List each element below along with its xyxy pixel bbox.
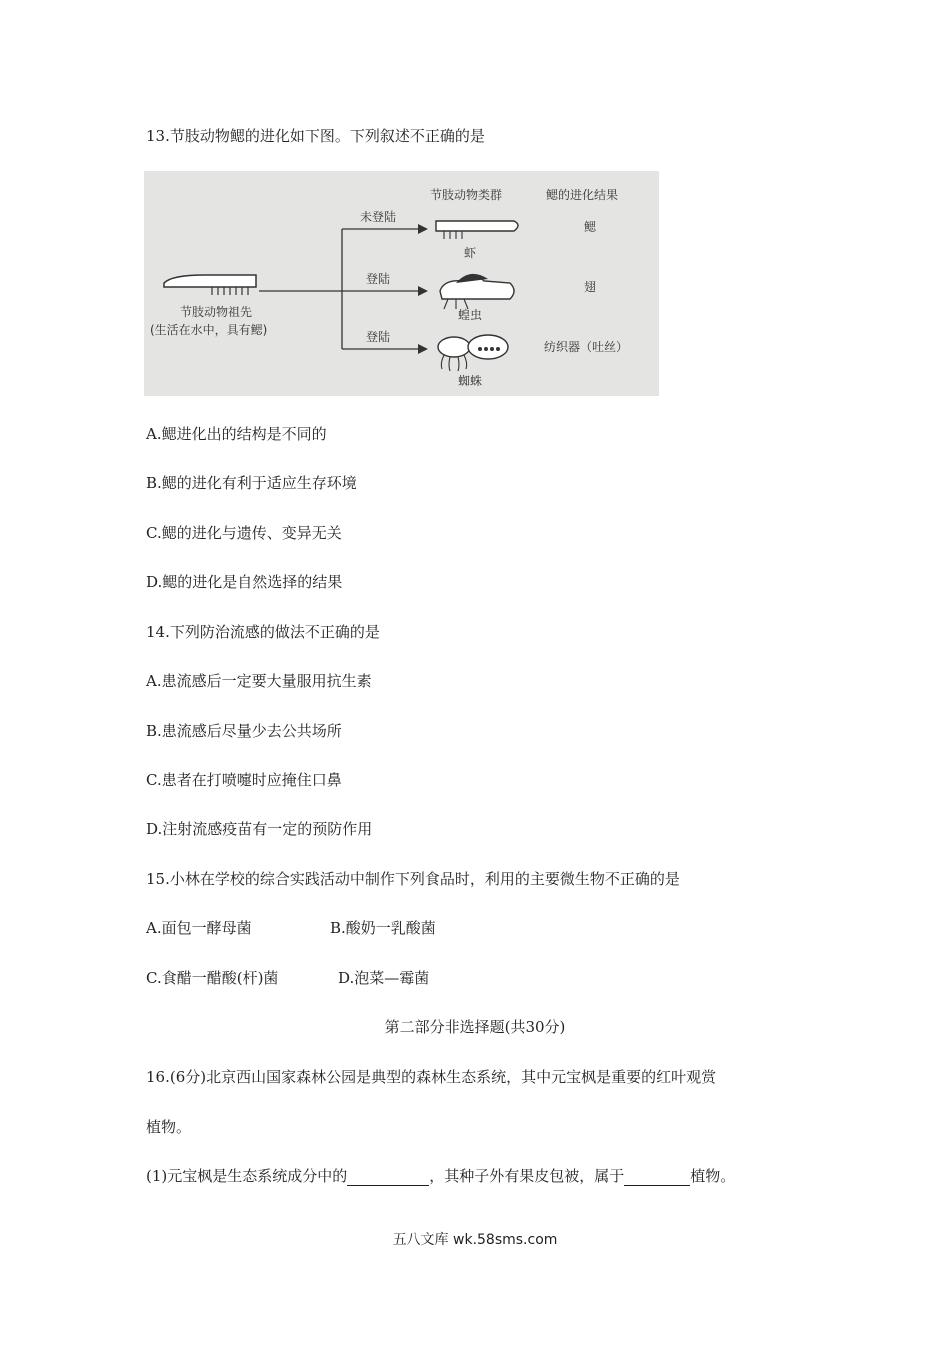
route-label-3: 登陆 bbox=[366, 330, 391, 344]
q16-sub1 bbox=[146, 1166, 735, 1186]
q15-option-c: C.食醋一醋酸(杆)菌 bbox=[146, 969, 279, 987]
q15-option-b: B.酸奶一乳酸菌 bbox=[330, 919, 436, 937]
result-gill: 鳃 bbox=[584, 220, 597, 234]
q15-stem: 15.小林在学校的综合实践活动中制作下列食品时，利用的主要微生物不正确的是 bbox=[146, 870, 680, 888]
spider-icon bbox=[438, 335, 508, 371]
q16-sub1-part-b: ，其种子外有果皮包被，属于 bbox=[429, 1167, 625, 1185]
evolution-figure bbox=[144, 171, 659, 396]
ancestor-icon bbox=[164, 275, 256, 295]
q16-sub1-part-a: (1)元宝枫是生态系统成分中的 bbox=[146, 1167, 348, 1185]
q16-sub1-part-c: 植物。 bbox=[690, 1167, 736, 1185]
locust-icon bbox=[440, 274, 514, 309]
spider-label: 蜘蛛 bbox=[458, 374, 483, 388]
col-header-group: 节肢动物类群 bbox=[430, 188, 503, 202]
ancestor-habitat-label: (生活在水中，具有鳃) bbox=[150, 323, 268, 337]
q14-stem: 14.下列防治流感的做法不正确的是 bbox=[146, 623, 380, 641]
q13-option-c: C.鳃的进化与遗传、变异无关 bbox=[146, 524, 342, 542]
result-wing: 翅 bbox=[584, 280, 597, 294]
branch-arrows bbox=[418, 224, 428, 354]
q14-option-d: D.注射流感疫苗有一定的预防作用 bbox=[146, 820, 373, 838]
q13-stem: 13.节肢动物鳃的进化如下图。下列叙述不正确的是 bbox=[146, 127, 485, 145]
q15-option-d: D.泡菜—霉菌 bbox=[338, 969, 430, 987]
footer-watermark: 五八文库 wk.58sms.com bbox=[392, 1232, 558, 1248]
q14-option-c: C.患者在打喷嚏时应掩住口鼻 bbox=[146, 771, 342, 789]
col-header-result: 鳃的进化结果 bbox=[546, 188, 619, 202]
result-spinneret: 纺织器（吐丝） bbox=[544, 340, 629, 354]
q16-stem-line2: 植物。 bbox=[146, 1118, 192, 1136]
answer-blank-1[interactable] bbox=[347, 1169, 429, 1186]
q16-stem-line1: 16.(6分)北京西山国家森林公园是典型的森林生态系统，其中元宝枫是重要的红叶观赏 bbox=[146, 1068, 717, 1086]
locust-label: 蝗虫 bbox=[458, 308, 483, 322]
branch-lines bbox=[259, 229, 420, 349]
q13-option-d: D.鳃的进化是自然选择的结果 bbox=[146, 573, 343, 591]
section-heading: 第二部分非选择题(共30分) bbox=[384, 1018, 566, 1036]
evolution-diagram bbox=[144, 171, 659, 396]
q14-option-a: A.患流感后一定要大量服用抗生素 bbox=[146, 672, 372, 690]
shrimp-icon bbox=[436, 221, 518, 239]
shrimp-label: 虾 bbox=[464, 246, 477, 260]
answer-blank-2[interactable] bbox=[624, 1169, 690, 1186]
q13-option-a: A.鳃进化出的结构是不同的 bbox=[146, 425, 327, 443]
route-label-2: 登陆 bbox=[366, 272, 391, 286]
q14-option-b: B.患流感后尽量少去公共场所 bbox=[146, 722, 342, 740]
ancestor-label: 节肢动物祖先 bbox=[180, 305, 253, 319]
route-label-1: 未登陆 bbox=[360, 210, 397, 224]
q15-option-a: A.面包一酵母菌 bbox=[146, 919, 252, 937]
q13-option-b: B.鳃的进化有利于适应生存环境 bbox=[146, 474, 357, 492]
